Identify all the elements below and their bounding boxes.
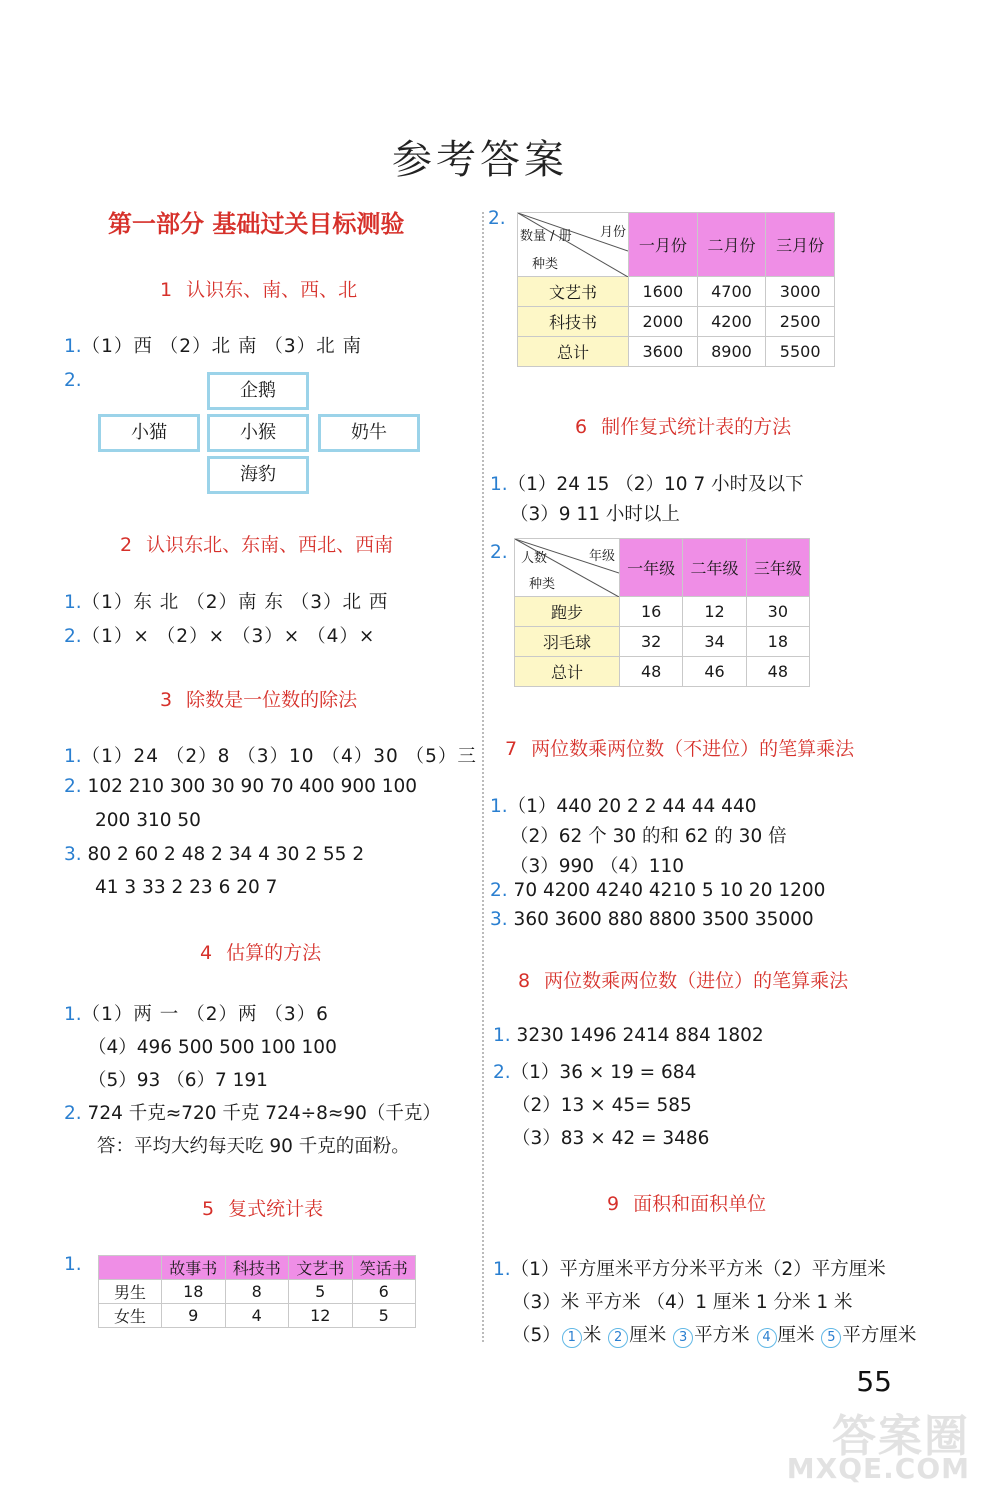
section-number: 1 bbox=[160, 279, 173, 301]
table-cell: 3600 bbox=[629, 337, 698, 367]
section-9-heading bbox=[607, 1189, 766, 1216]
section-number: 5 bbox=[202, 1198, 215, 1220]
answer-text: （5） bbox=[512, 1325, 561, 1346]
table-cell: 2500 bbox=[766, 307, 835, 337]
answer-text: 724 千克≈720 千克 724÷8≈90（千克） bbox=[87, 1103, 441, 1124]
table-diagonal-header bbox=[515, 539, 620, 597]
answer-text: （3）83 × 42 = 3486 bbox=[512, 1128, 710, 1149]
section-3-heading bbox=[160, 685, 357, 712]
answer-text: （1）× （2）× （3）× （4）× bbox=[81, 626, 376, 647]
answer-text: （3）990 （4）110 bbox=[510, 856, 685, 877]
question-number: 1. bbox=[64, 1004, 82, 1025]
question-number: 2. bbox=[488, 208, 506, 229]
table-cell: 4200 bbox=[697, 307, 766, 337]
answer-text: （1）24 （2）8 （3）10 （4）30 （5）三 bbox=[81, 746, 477, 767]
table-header-cell: 一月份 bbox=[629, 213, 698, 277]
section-number: 4 bbox=[200, 942, 213, 964]
section-4-heading bbox=[200, 938, 321, 965]
answer-text: 平方米 bbox=[694, 1325, 750, 1346]
table-cell: 46 bbox=[683, 657, 746, 687]
answer-text: 70 4200 4240 4210 5 10 20 1200 bbox=[513, 880, 826, 901]
table-row-label: 文艺书 bbox=[518, 277, 629, 307]
answer-text: 平方厘米 bbox=[842, 1325, 917, 1346]
section-8-heading bbox=[518, 966, 848, 993]
answer-line bbox=[490, 792, 757, 818]
question-number: 1. bbox=[64, 746, 82, 767]
page-title: 参考答案 bbox=[392, 137, 568, 183]
diag-label-mid: 人数 bbox=[521, 551, 548, 566]
section-2-heading bbox=[120, 530, 393, 557]
section-title: 估算的方法 bbox=[226, 942, 322, 964]
section-7-heading bbox=[505, 734, 854, 761]
table-row-label: 总计 bbox=[515, 657, 620, 687]
table-cell: 9 bbox=[162, 1304, 226, 1328]
table-cell: 18 bbox=[746, 627, 809, 657]
table-cell: 2000 bbox=[629, 307, 698, 337]
answer-line bbox=[64, 776, 417, 797]
section-5-heading bbox=[202, 1194, 323, 1221]
answer-text: （4）496 500 500 100 100 bbox=[88, 1037, 337, 1058]
table-cell: 12 bbox=[289, 1304, 353, 1328]
section-number: 6 bbox=[575, 416, 588, 438]
table-row-label: 跑步 bbox=[515, 597, 620, 627]
table-cell: 1600 bbox=[629, 277, 698, 307]
answer-line bbox=[64, 1099, 441, 1125]
page-number: 55 bbox=[856, 1365, 892, 1398]
section-title: 复式统计表 bbox=[228, 1198, 324, 1220]
table-header-cell: 三年级 bbox=[746, 539, 809, 597]
table-row bbox=[515, 627, 810, 657]
stats-table-monthly bbox=[517, 212, 835, 367]
answer-line bbox=[64, 622, 375, 648]
diag-label-mid: 数量 / 册 bbox=[520, 229, 572, 244]
section-title: 认识东北、东南、西北、西南 bbox=[146, 534, 394, 556]
table-cell: 5500 bbox=[766, 337, 835, 367]
answer-line bbox=[64, 1000, 329, 1026]
table-cell: 34 bbox=[683, 627, 746, 657]
table-row bbox=[518, 337, 835, 367]
answer-line bbox=[64, 332, 362, 358]
table-cell: 8900 bbox=[697, 337, 766, 367]
stats-table-books bbox=[98, 1255, 416, 1328]
question-number: 1. bbox=[493, 1025, 511, 1046]
table-row bbox=[518, 277, 835, 307]
answer-line bbox=[490, 470, 804, 496]
section-title: 两位数乘两位数（进位）的笔算乘法 bbox=[544, 970, 849, 992]
question-number: 2. bbox=[64, 370, 82, 391]
answer-text: （1）两 一 （2）两 （3）6 bbox=[81, 1004, 329, 1025]
diag-label-bottom: 种类 bbox=[532, 257, 559, 272]
section-number: 2 bbox=[120, 534, 133, 556]
answer-text: （1）平方厘米平方分米平方米（2）平方厘米 bbox=[510, 1259, 886, 1280]
table-header-cell: 故事书 bbox=[162, 1256, 226, 1280]
section-number: 7 bbox=[505, 738, 518, 760]
table-header-cell: 二月份 bbox=[697, 213, 766, 277]
stats-table-sports bbox=[514, 538, 810, 687]
table-cell: 32 bbox=[620, 627, 683, 657]
table-header-cell: 文艺书 bbox=[289, 1256, 353, 1280]
box-right: 奶牛 bbox=[318, 414, 420, 452]
circled-number: 2 bbox=[608, 1328, 628, 1348]
question-number: 1. bbox=[64, 1254, 82, 1275]
question-number: 1. bbox=[64, 592, 82, 613]
table-cell: 6 bbox=[352, 1280, 416, 1304]
answer-line bbox=[490, 909, 814, 930]
answer-text: 41 3 33 2 23 6 20 7 bbox=[95, 877, 278, 898]
table-cell: 4700 bbox=[697, 277, 766, 307]
question-number: 1. bbox=[490, 796, 508, 817]
table-cell: 16 bbox=[620, 597, 683, 627]
answer-text: （1）36 × 19 = 684 bbox=[510, 1062, 697, 1083]
table-header-cell: 一年级 bbox=[620, 539, 683, 597]
answer-line bbox=[493, 1025, 764, 1046]
answer-text: 360 3600 880 8800 3500 35000 bbox=[513, 909, 814, 930]
answer-text: （5）93 （6）7 191 bbox=[88, 1070, 268, 1091]
answer-line bbox=[512, 1321, 916, 1348]
answer-text: （1）西 （2）北 南 （3）北 南 bbox=[81, 336, 362, 357]
table-row bbox=[99, 1304, 416, 1328]
diag-label-bottom: 种类 bbox=[529, 577, 556, 592]
answer-text: 3230 1496 2414 884 1802 bbox=[516, 1025, 764, 1046]
section-title: 认识东、南、西、北 bbox=[186, 279, 358, 301]
answer-line bbox=[64, 588, 388, 614]
question-number: 2. bbox=[64, 1103, 82, 1124]
section-number: 9 bbox=[607, 1193, 620, 1215]
answer-text: （2）62 个 30 的和 62 的 30 倍 bbox=[510, 826, 787, 847]
section-title: 制作复式统计表的方法 bbox=[601, 416, 792, 438]
box-bottom: 海豹 bbox=[207, 456, 309, 494]
question-number: 1. bbox=[64, 336, 82, 357]
table-cell: 男生 bbox=[99, 1280, 162, 1304]
answer-text: （1）24 15 （2）10 7 小时及以下 bbox=[507, 474, 804, 495]
table-cell: 48 bbox=[746, 657, 809, 687]
circled-number: 5 bbox=[821, 1328, 841, 1348]
table-cell: 4 bbox=[225, 1304, 289, 1328]
table-row bbox=[515, 657, 810, 687]
watermark-logo: 答案圈 bbox=[832, 1411, 970, 1462]
table-header-cell: 三月份 bbox=[766, 213, 835, 277]
table-cell: 48 bbox=[620, 657, 683, 687]
table-cell: 5 bbox=[289, 1280, 353, 1304]
table-cell: 3000 bbox=[766, 277, 835, 307]
box-center: 小猴 bbox=[207, 414, 309, 452]
section-6-heading bbox=[575, 412, 791, 439]
table-cell: 12 bbox=[683, 597, 746, 627]
table-row bbox=[515, 597, 810, 627]
answer-text: 200 310 50 bbox=[95, 810, 201, 831]
answer-text: 厘米 bbox=[777, 1325, 815, 1346]
table-row-label: 总计 bbox=[518, 337, 629, 367]
table-header-cell: 二年级 bbox=[683, 539, 746, 597]
question-number: 3. bbox=[490, 909, 508, 930]
answer-text: （2）13 × 45= 585 bbox=[512, 1095, 692, 1116]
answer-line bbox=[64, 742, 477, 768]
answer-text: 米 bbox=[582, 1325, 602, 1346]
column-divider bbox=[482, 212, 484, 1342]
diag-label-top: 年级 bbox=[588, 549, 615, 564]
answer-text: 答：平均大约每天吃 90 千克的面粉。 bbox=[97, 1136, 410, 1157]
question-number: 1. bbox=[490, 474, 508, 495]
table-row-label: 科技书 bbox=[518, 307, 629, 337]
question-number: 2. bbox=[64, 626, 82, 647]
box-left: 小猫 bbox=[98, 414, 200, 452]
answer-text: （1）东 北 （2）南 东 （3）北 西 bbox=[81, 592, 389, 613]
question-number: 1. bbox=[493, 1259, 511, 1280]
question-number: 2. bbox=[490, 880, 508, 901]
question-number: 2. bbox=[64, 776, 82, 797]
table-row bbox=[99, 1280, 416, 1304]
table-row bbox=[518, 307, 835, 337]
answer-text: 80 2 60 2 48 2 34 4 30 2 55 2 bbox=[87, 844, 365, 865]
answer-line bbox=[490, 880, 825, 901]
part-heading: 第一部分 基础过关目标测验 bbox=[108, 210, 405, 238]
table-cell: 18 bbox=[162, 1280, 226, 1304]
question-number: 2. bbox=[493, 1062, 511, 1083]
table-diagonal-header bbox=[518, 213, 629, 277]
table-header-cell: 笑话书 bbox=[352, 1256, 416, 1280]
section-title: 除数是一位数的除法 bbox=[186, 689, 358, 711]
question-number: 2. bbox=[490, 542, 508, 563]
circled-number: 3 bbox=[673, 1328, 693, 1348]
answer-text: 102 210 300 30 90 70 400 900 100 bbox=[87, 776, 418, 797]
question-number: 3. bbox=[64, 844, 82, 865]
answer-line bbox=[493, 1255, 886, 1281]
section-number: 8 bbox=[518, 970, 531, 992]
answer-text: （3）9 11 小时以上 bbox=[510, 504, 680, 525]
answer-line bbox=[493, 1058, 696, 1084]
section-title: 面积和面积单位 bbox=[633, 1193, 767, 1215]
table-header-cell: 科技书 bbox=[225, 1256, 289, 1280]
answer-text: 厘米 bbox=[629, 1325, 667, 1346]
circled-number: 4 bbox=[757, 1328, 777, 1348]
section-1-heading bbox=[160, 275, 357, 302]
table-cell: 8 bbox=[225, 1280, 289, 1304]
answer-text: （1）440 20 2 2 44 44 440 bbox=[507, 796, 757, 817]
section-title: 两位数乘两位数（不进位）的笔算乘法 bbox=[531, 738, 855, 760]
box-top: 企鹅 bbox=[207, 372, 309, 410]
answer-line bbox=[64, 844, 364, 865]
diag-label-top: 月份 bbox=[599, 225, 626, 240]
circled-number: 1 bbox=[562, 1328, 582, 1348]
table-cell: 女生 bbox=[99, 1304, 162, 1328]
answer-text: （3）米 平方米 （4）1 厘米 1 分米 1 米 bbox=[512, 1292, 853, 1313]
section-number: 3 bbox=[160, 689, 173, 711]
table-cell: 30 bbox=[746, 597, 809, 627]
watermark-url: MXQE.COM bbox=[786, 1452, 970, 1485]
table-row-label: 羽毛球 bbox=[515, 627, 620, 657]
table-header-cell bbox=[99, 1256, 162, 1280]
table-cell: 5 bbox=[352, 1304, 416, 1328]
